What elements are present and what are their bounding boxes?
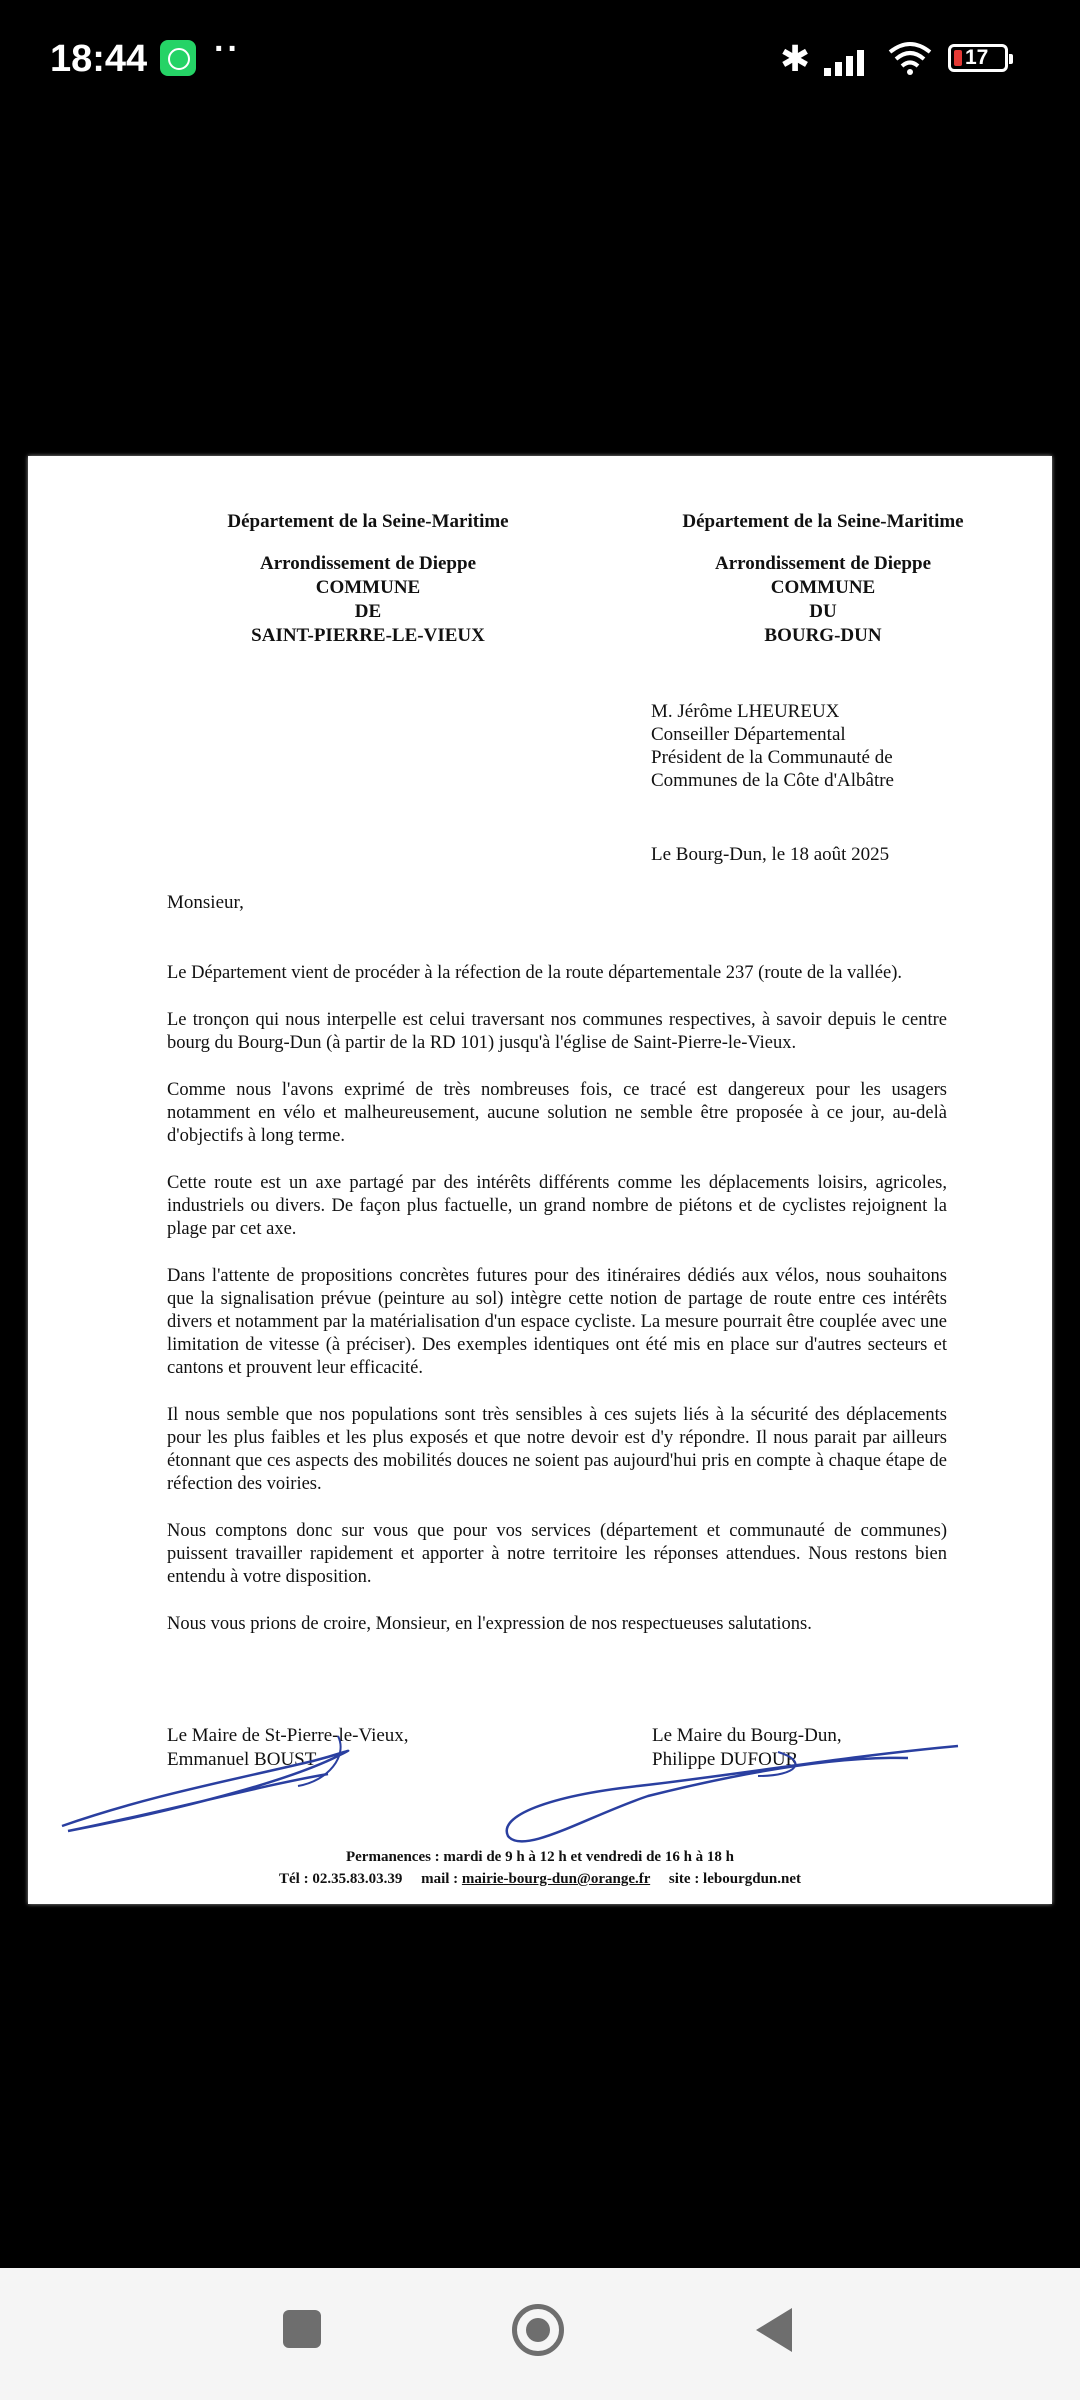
back-button[interactable] xyxy=(756,2308,792,2352)
email-link: mairie-bourg-dun@orange.fr xyxy=(461,1871,651,1887)
header-line: DE xyxy=(354,601,382,622)
signature-title: Le Maire du Bourg-Dun, xyxy=(652,1725,842,1746)
status-time: 18:44 xyxy=(50,38,148,80)
mail-label: mail : xyxy=(421,1871,459,1887)
signature-right xyxy=(652,1724,842,1772)
paragraph: Il nous semble que nos populations sont très sensibles à ces sujets liés à la sécurité des déplacements pour les plus faibles et les plus exposés et que notre devoir est d'y répondre. Il nous parait par ailleurs étonnant que ces aspects des mobilités douces ne soient pas aujourd'hui pris en compte à chaque étape de réfection des voiries. xyxy=(167,1405,947,1494)
header-line: SAINT-PIERRE-LE-VIEUX xyxy=(251,625,485,646)
letter-body xyxy=(167,962,947,1660)
recipient-line: Président de la Communauté de xyxy=(651,747,893,768)
recipient-line: Conseiller Départemental xyxy=(651,724,846,745)
header-line: Arrondissement de Dieppe xyxy=(714,553,932,574)
whatsapp-icon xyxy=(160,40,196,76)
paragraph: Nous comptons donc sur vous que pour vos services (département et communauté de communes) puissent travailler rapidement et apporter à notre territoire les réponses attendues. Nous restons bien entendu à votre disposition. xyxy=(167,1521,947,1587)
home-button[interactable] xyxy=(512,2304,564,2356)
wifi-icon xyxy=(888,40,932,76)
dept-label: Département de la Seine-Maritime xyxy=(227,511,509,532)
navigation-bar xyxy=(0,2268,1080,2400)
signature-name: Philippe DUFOUR xyxy=(652,1749,799,1770)
paragraph: Le tronçon qui nous interpelle est celui traversant nos communes respectives, à savoir depuis le centre bourg du Bourg-Dun (à partir de la RD 101) jusqu'à l'église de Saint-Pierre-le-Vieux. xyxy=(167,1010,947,1053)
header-line: DU xyxy=(809,601,837,622)
recents-button[interactable] xyxy=(283,2310,321,2348)
header-line: BOURG-DUN xyxy=(764,625,882,646)
signature-left xyxy=(167,1724,409,1772)
recipient-line: Communes de la Côte d'Albâtre xyxy=(651,770,894,791)
signature-title: Le Maire de St-Pierre-le-Vieux, xyxy=(167,1725,409,1746)
document-page xyxy=(28,456,1052,1904)
battery-level: 17 xyxy=(965,46,989,69)
phone: Tél : 02.35.83.03.39 xyxy=(279,1871,403,1887)
website: site : lebourgdun.net xyxy=(668,1871,801,1887)
signature-name: Emmanuel BOUST xyxy=(167,1749,317,1770)
paragraph: Nous vous prions de croire, Monsieur, en l'expression de nos respectueuses salutations. xyxy=(167,1614,812,1634)
letter-footer xyxy=(28,1846,1052,1890)
status-bar xyxy=(0,0,1080,120)
salutation: Monsieur, xyxy=(167,892,244,913)
recipient-line: M. Jérôme LHEUREUX xyxy=(651,701,840,722)
battery-icon xyxy=(948,44,1008,72)
signal-icon xyxy=(824,44,874,76)
bluetooth-icon: ✱ xyxy=(780,38,811,79)
header-line: COMMUNE xyxy=(770,577,876,598)
paragraph: Comme nous l'avons exprimé de très nombreuses fois, ce tracé est dangereux pour les usagers notamment en vélo et malheureusement, aucune solution ne semble être proposée à ce jour, au-delà d'objectifs à long terme. xyxy=(167,1080,947,1146)
paragraph: Cette route est un axe partagé par des intérêts différents comme les déplacements loisirs, agricoles, industriels ou divers. De façon plus factuelle, un grand nombre de piétons et de cyclistes rejoignent la plage par cet axe. xyxy=(167,1173,947,1239)
header-bourg-dun xyxy=(628,510,1018,648)
header-line: Arrondissement de Dieppe xyxy=(259,553,477,574)
header-saint-pierre xyxy=(178,510,558,648)
paragraph: Dans l'attente de propositions concrètes futures pour des itinéraires dédiés aux vélos, nous souhaitons que la signalisation prévue (peinture au sol) intègre cette notion de partage de route entre ces intérêts divers et notamment par la matérialisation d'un espace cycliste. La mesure pourrait être couplée avec une limitation de vitesse (à préciser). Des exemples identiques ont été mis en place sur d'autres secteurs et cantons et prouvent leur efficacité. xyxy=(167,1266,947,1378)
office-hours: Permanences : mardi de 9 h à 12 h et vendredi de 16 h à 18 h xyxy=(345,1849,735,1865)
paragraph: Le Département vient de procéder à la réfection de la route départementale 237 (route de la vallée). xyxy=(167,963,902,983)
header-line: COMMUNE xyxy=(315,577,421,598)
place-date: Le Bourg-Dun, le 18 août 2025 xyxy=(651,844,890,865)
more-notifications-indicator: ·· xyxy=(214,30,241,68)
dept-label: Département de la Seine-Maritime xyxy=(682,511,964,532)
recipient-block xyxy=(651,700,894,792)
contact-line xyxy=(28,1868,1052,1890)
